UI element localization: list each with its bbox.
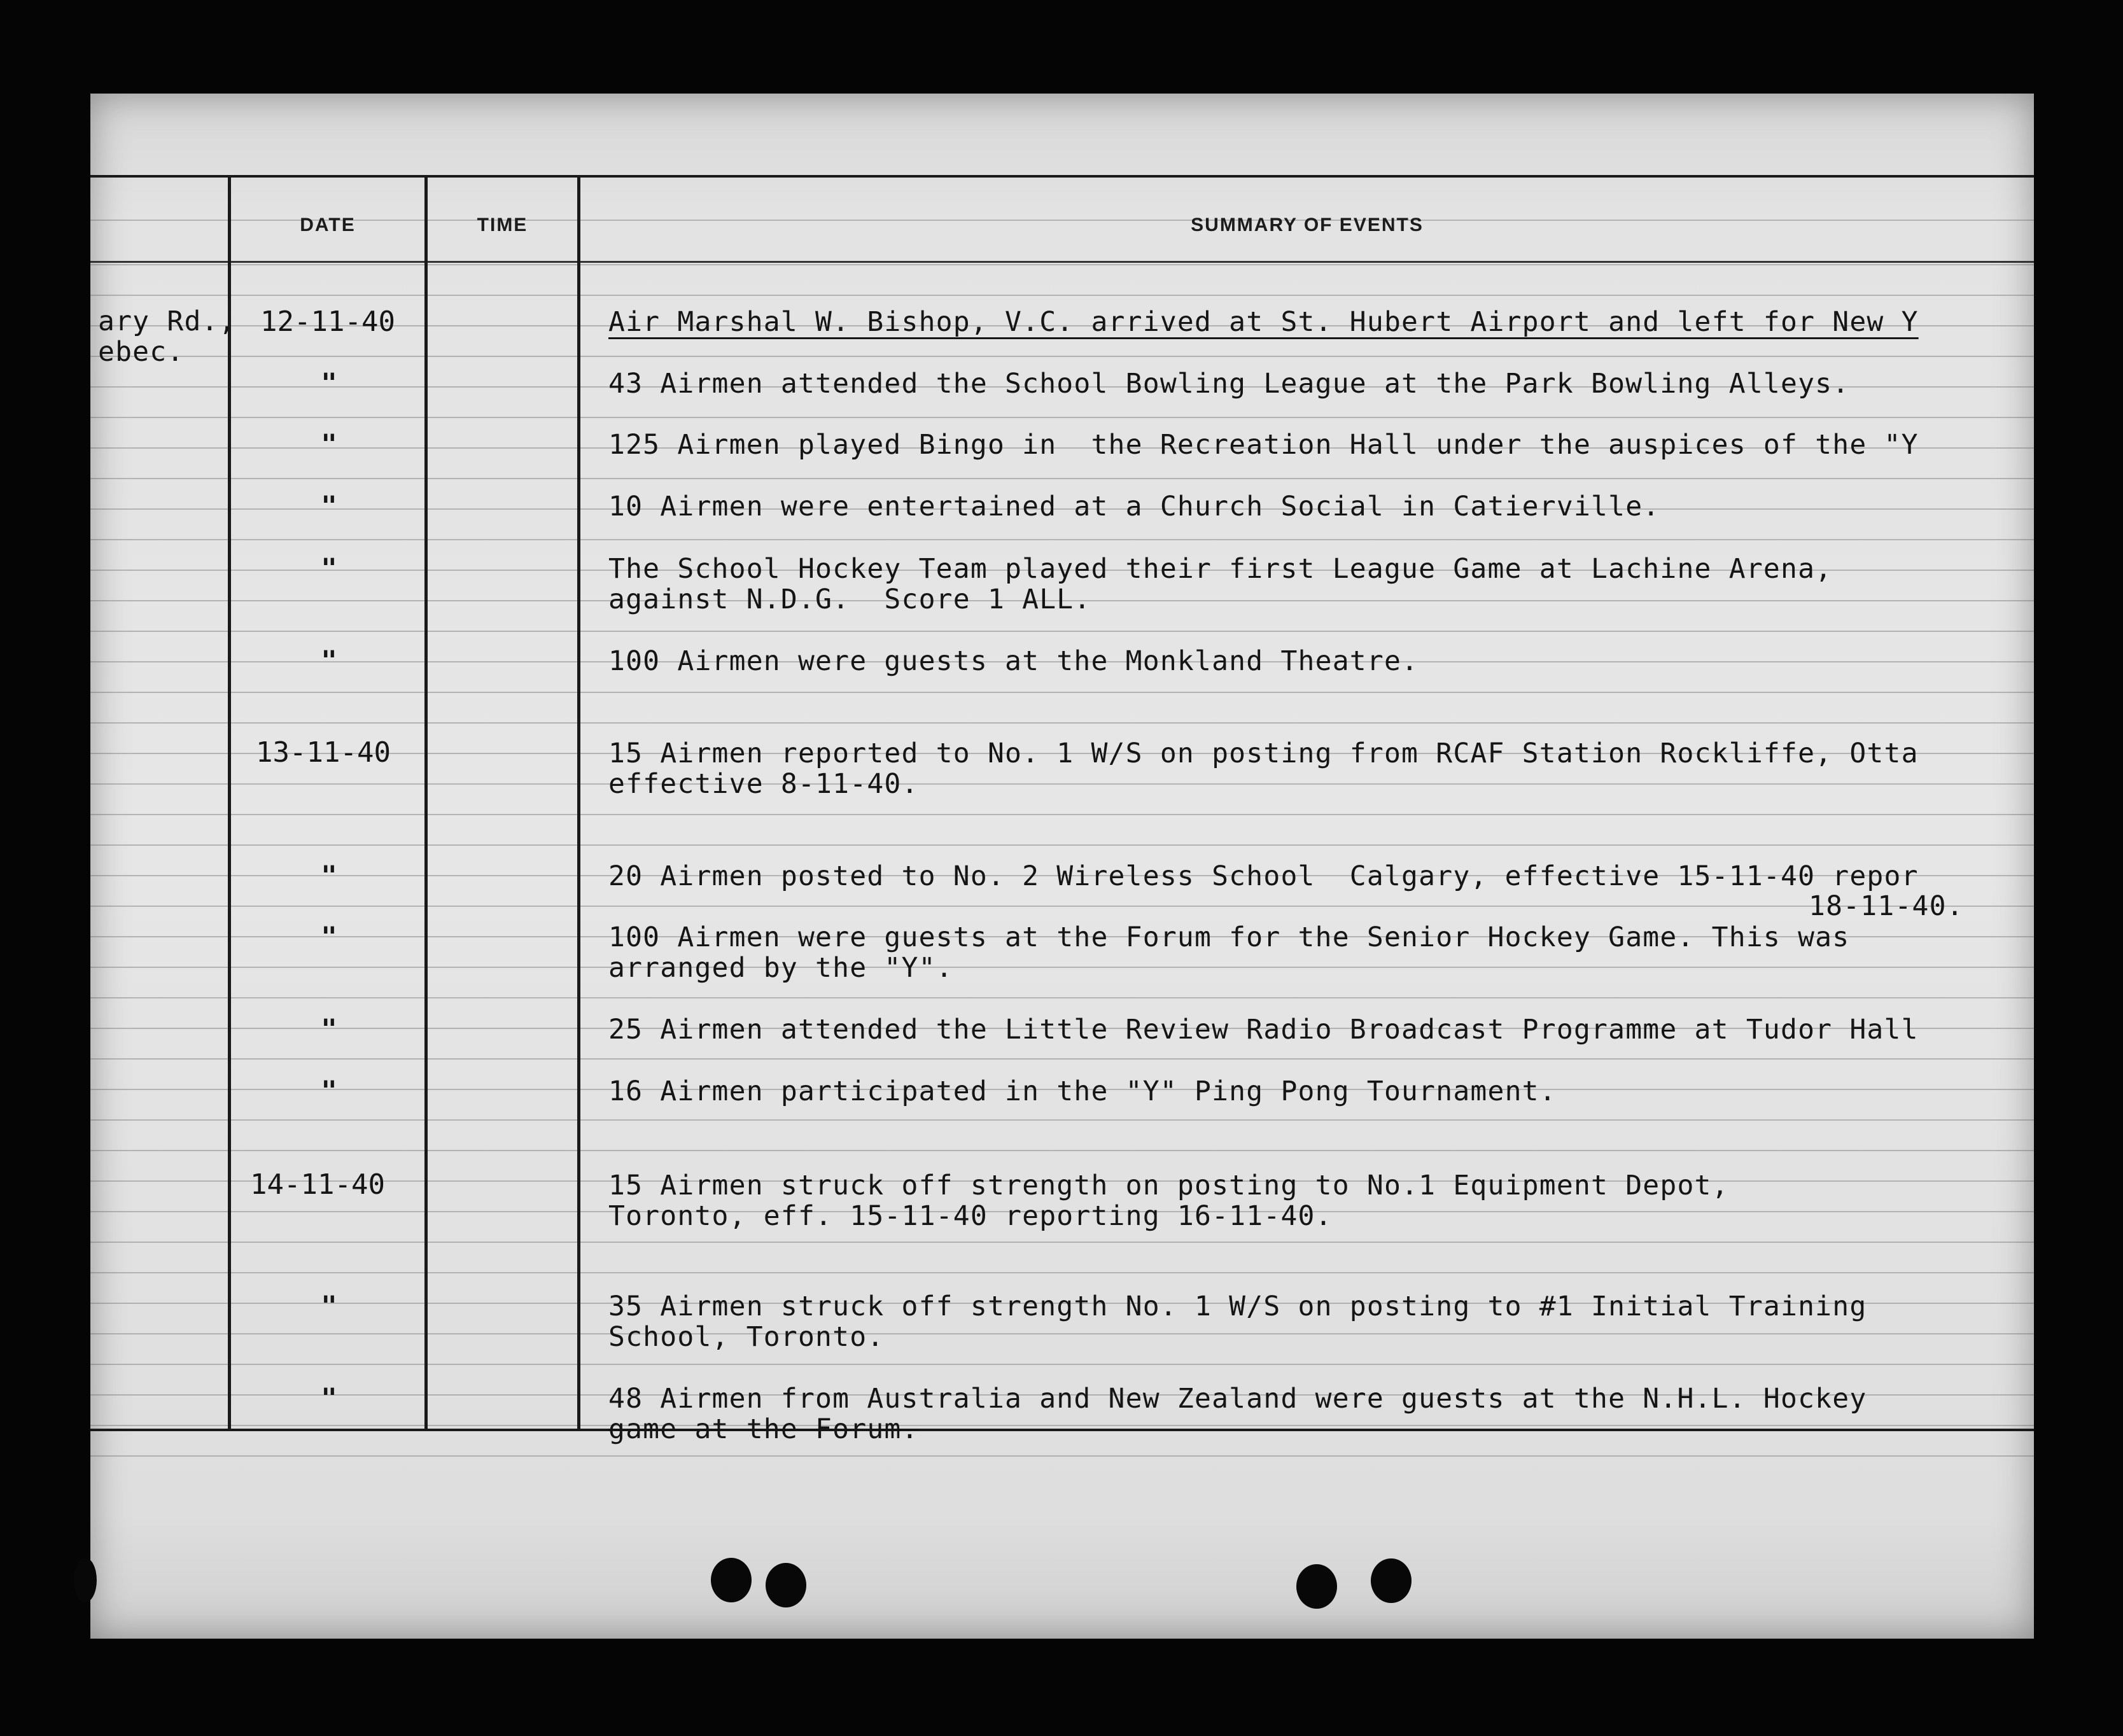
ditto-mark: " — [321, 645, 337, 676]
date-time-divider — [424, 175, 428, 1431]
date-column-header: DATE — [300, 214, 356, 235]
punch-hole — [1371, 1558, 1412, 1603]
event-equipment-depot-line-2: Toronto, eff. 15-11-40 reporting 16-11-40. — [608, 1200, 1333, 1232]
event-rockliffe-posting-line-2: effective 8-11-40. — [608, 768, 919, 800]
date-14-11-40: 14-11-40 — [250, 1168, 385, 1201]
ditto-mark: " — [321, 1382, 337, 1413]
event-initial-training-line-1: 35 Airmen struck off strength No. 1 W/S on posting to #1 Initial Training — [608, 1291, 1867, 1322]
punch-hole — [766, 1563, 806, 1607]
event-hockey-team-line-1: The School Hockey Team played their first League Game at Lachine Arena, — [608, 553, 1833, 585]
ditto-mark: " — [321, 428, 337, 459]
event-calgary-posting-line-1: 20 Airmen posted to No. 2 Wireless School Calgary, effective 15-11-40 repor — [608, 860, 1919, 892]
event-ping-pong: 16 Airmen participated in the "Y" Ping Pong Tournament. — [608, 1075, 1557, 1107]
event-nhl-hockey-line-1: 48 Airmen from Australia and New Zealand were guests at the N.H.L. Hockey — [608, 1383, 1867, 1415]
location-line-1: ary Rd., — [98, 305, 236, 337]
event-forum-hockey-line-2: arranged by the "Y". — [608, 952, 953, 984]
header-bottom-rule — [90, 261, 2034, 263]
location-date-divider — [228, 175, 231, 1431]
ditto-mark: " — [321, 367, 337, 398]
date-12-11-40: 12-11-40 — [260, 305, 395, 338]
ditto-mark: " — [321, 1290, 337, 1321]
table-top-rule — [90, 175, 2034, 178]
ditto-mark: " — [321, 921, 337, 952]
time-summary-divider — [577, 175, 580, 1431]
punch-hole — [1296, 1564, 1337, 1609]
event-bishop-arrival: Air Marshal W. Bishop, V.C. arrived at St. Hubert Airport and left for New Y — [608, 306, 1919, 338]
event-initial-training-line-2: School, Toronto. — [608, 1321, 885, 1353]
event-nhl-hockey-line-2: game at the Forum. — [608, 1413, 919, 1445]
diary-page — [90, 94, 2034, 1639]
event-bowling-league: 43 Airmen attended the School Bowling League at the Park Bowling Alleys. — [608, 368, 1850, 400]
event-calgary-posting-line-2: 18-11-40. — [1809, 890, 1964, 922]
time-column-header: TIME — [477, 214, 528, 235]
event-bingo: 125 Airmen played Bingo in the Recreation Hall under the auspices of the "Y — [608, 429, 1919, 461]
ditto-mark: " — [321, 1013, 337, 1044]
event-forum-hockey-line-1: 100 Airmen were guests at the Forum for the Senior Hockey Game. This was — [608, 921, 1850, 953]
table-bottom-rule — [90, 1429, 2034, 1431]
punch-hole — [74, 1558, 97, 1602]
summary-column-header: SUMMARY OF EVENTS — [1191, 214, 1424, 235]
event-equipment-depot-line-1: 15 Airmen struck off strength on posting to No.1 Equipment Depot, — [608, 1170, 1729, 1201]
ditto-mark: " — [321, 552, 337, 584]
ditto-mark: " — [321, 860, 337, 891]
location-line-2: ebec. — [98, 336, 185, 368]
event-monkland-theatre: 100 Airmen were guests at the Monkland Theatre. — [608, 645, 1419, 677]
punch-hole — [711, 1558, 752, 1602]
event-hockey-team-line-2: against N.D.G. Score 1 ALL. — [608, 584, 1091, 615]
event-radio-broadcast: 25 Airmen attended the Little Review Radio Broadcast Programme at Tudor Hall — [608, 1014, 1919, 1046]
event-church-social: 10 Airmen were entertained at a Church Social in Catierville. — [608, 491, 1660, 522]
ditto-mark: " — [321, 1075, 337, 1106]
date-13-11-40: 13-11-40 — [256, 736, 391, 769]
event-rockliffe-posting-line-1: 15 Airmen reported to No. 1 W/S on posting from RCAF Station Rockliffe, Otta — [608, 738, 1919, 769]
ditto-mark: " — [321, 490, 337, 521]
